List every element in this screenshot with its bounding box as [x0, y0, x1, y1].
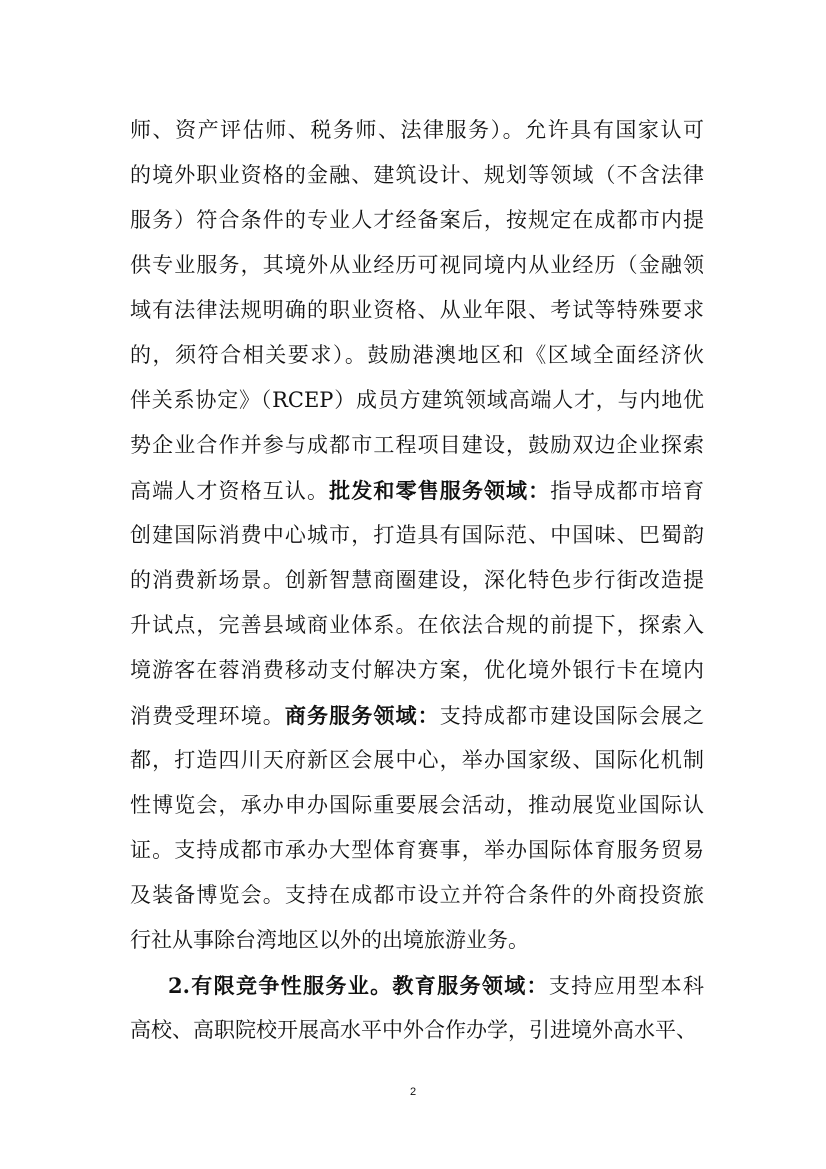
text-segment: 及装备博览会。支持在成都市设立并符合条件的外商投资旅 — [130, 883, 704, 907]
text-line — [130, 693, 704, 738]
bold-heading-text: 商务服务领域： — [284, 703, 440, 728]
text-line — [130, 1008, 704, 1053]
text-line — [130, 468, 704, 513]
text-segment: 行社从事除台湾地区以外的出境旅游业务。 — [130, 928, 529, 952]
text-segment: 创建国际消费中心城市，打造具有国际范、中国味、巴蜀韵 — [130, 523, 704, 547]
text-segment: 高校、高职院校开展高水平中外合作办学，引进境外高水平、 — [130, 1018, 697, 1042]
text-line — [130, 288, 704, 333]
text-segment: 境游客在蓉消费移动支付解决方案，优化境外银行卡在境内 — [130, 658, 704, 682]
text-segment: 支持应用型本科 — [548, 974, 705, 998]
text-line — [130, 648, 704, 693]
text-segment: 服务）符合条件的专业人才经备案后，按规定在成都市内提 — [130, 208, 704, 232]
text-segment: 师、资产评估师、税务师、法律服务）。允许具有国家认可 — [130, 118, 704, 142]
text-line — [130, 108, 704, 153]
text-segment: 升试点，完善县域商业体系。在依法合规的前提下，探索入 — [130, 613, 704, 637]
text-line — [130, 423, 704, 468]
text-segment: 都，打造四川天府新区会展中心，举办国家级、国际化机制 — [130, 748, 704, 772]
bold-heading-text: 2.有限竞争性服务业。教育服务领域： — [168, 973, 549, 998]
text-segment: 伴关系协定》（RCEP）成员方建筑领域高端人才，与内地优 — [130, 388, 704, 412]
text-line — [130, 918, 704, 963]
text-segment: 指导成都市培育 — [550, 479, 705, 503]
text-line — [130, 828, 704, 873]
text-line — [130, 558, 704, 603]
text-segment: 的消费新场景。创新智慧商圈建设，深化特色步行街改造提 — [130, 568, 704, 592]
bold-heading-text: 批发和零售服务领域： — [329, 478, 551, 503]
text-segment: 的，须符合相关要求）。鼓励港澳地区和《区域全面经济伙 — [130, 343, 704, 367]
text-segment: 证。支持成都市承办大型体育赛事，举办国际体育服务贸易 — [130, 838, 704, 862]
text-segment: 支持成都市建设国际会展之 — [439, 704, 705, 728]
page-number: 2 — [409, 1086, 417, 1098]
text-line — [130, 378, 704, 423]
text-segment: 的境外职业资格的金融、建筑设计、规划等领域（不含法律 — [130, 163, 704, 187]
text-segment: 消费受理环境。 — [130, 704, 285, 728]
text-line — [130, 513, 704, 558]
text-line — [130, 963, 704, 1008]
text-segment: 域有法律法规明确的职业资格、从业年限、考试等特殊要求 — [130, 298, 704, 322]
text-line — [130, 603, 704, 648]
text-segment: 高端人才资格互认。 — [130, 479, 330, 503]
text-line — [130, 873, 704, 918]
text-line — [130, 198, 704, 243]
text-line — [130, 333, 704, 378]
text-segment: 性博览会，承办申办国际重要展会活动，推动展览业国际认 — [130, 793, 704, 817]
text-line — [130, 738, 704, 783]
body-text — [130, 108, 704, 1053]
text-line — [130, 783, 704, 828]
text-line — [130, 153, 704, 198]
text-segment: 势企业合作并参与成都市工程项目建设，鼓励双边企业探索 — [130, 433, 704, 457]
text-segment: 供专业服务，其境外从业经历可视同境内从业经历（金融领 — [130, 253, 704, 277]
text-line — [130, 243, 704, 288]
